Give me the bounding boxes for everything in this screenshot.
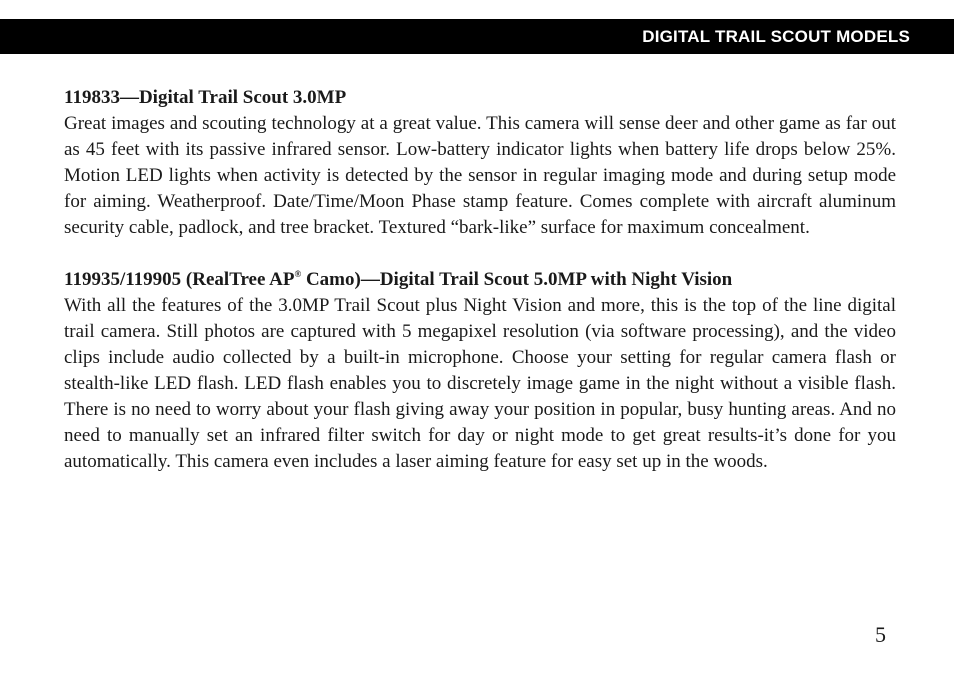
section-title: 119833—Digital Trail Scout 3.0MP <box>64 87 347 108</box>
section-title <box>64 267 896 293</box>
page-number: 5 <box>875 622 886 647</box>
registered-mark: ® <box>294 269 302 279</box>
section-title-suffix: Camo)—Digital Trail Scout 5.0MP with Night Vision <box>301 269 733 290</box>
header-bar <box>0 19 954 54</box>
header-title: DIGITAL TRAIL SCOUT MODELS <box>642 27 910 46</box>
page-content <box>64 85 896 475</box>
section-3mp-model <box>64 85 896 241</box>
section-body: Great images and scouting technology at a great value. This camera will sense deer and other game as far out as 45 feet with its passive infrared sensor. Low-battery indicator lights when battery life drops below 25%. Motion LED lights when activity is detected by the sensor in regular imaging mode and during setup mode for aiming. Weatherproof. Date/Time/Moon Phase stamp feature. Comes complete with aircraft aluminum security cable, padlock, and tree bracket. Textured “bark-like” surface for maximum concealment. <box>64 113 896 238</box>
section-body: With all the features of the 3.0MP Trail Scout plus Night Vision and more, this is the top of the line digital trail camera. Still photos are captured with 5 megapixel resolution (via software processing), and the video clips include audio collected by a built-in microphone. Choose your setting for regular camera flash or stealth-like LED flash. LED flash enables you to discretely image game in the night without a visible flash. There is no need to worry about your flash giving away your position in popular, busy hunting areas. And no need to manually set an infrared filter switch for day or night mode to get great results-it’s done for you automatically. This camera even includes a laser aiming feature for easy set up in the woods. <box>64 295 896 472</box>
section-title-prefix: 119935/119905 (RealTree AP <box>64 269 295 290</box>
section-5mp-model <box>64 267 896 475</box>
